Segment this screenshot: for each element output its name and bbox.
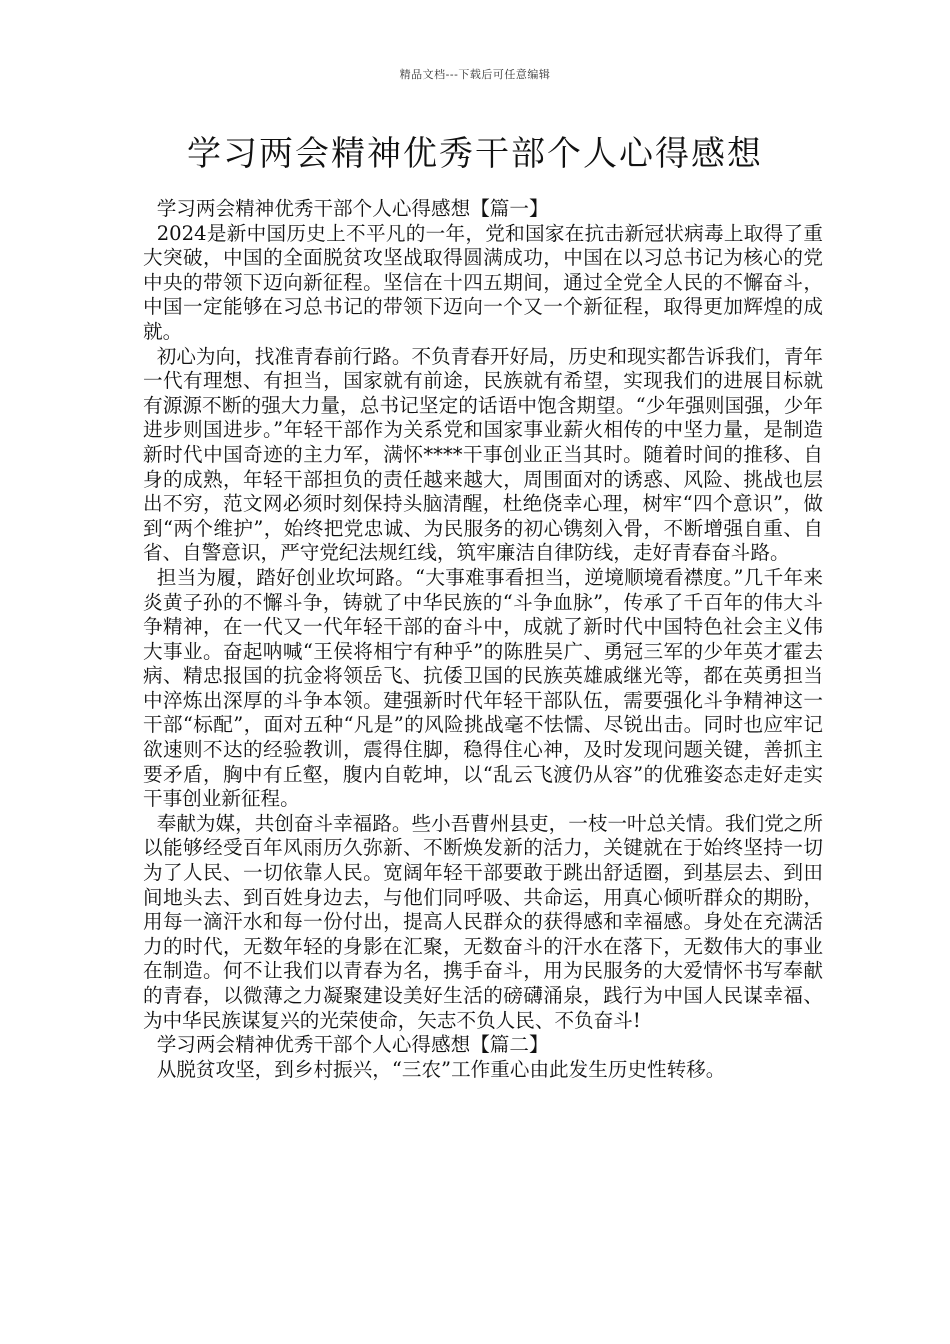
paragraph: 担当为履，踏好创业坎坷路。“大事难事看担当，逆境顺境看襟度。”几千年来炎黄子孙的不懈斗争，铸就了中华民族的“斗争血脉”，传承了千百年的伟大斗争精神，在一代又一代年轻干部的奋斗中，成就了新时代中国特色社会主义伟大事业。奋起呐喊“王侯将相宁有种乎”的陈胜吴广、勇冠三军的少年英才霍去病、精忠报国的抗金将领岳飞、抗倭卫国的民族英雄戚继光等，都在英勇担当中淬炼出深厚的斗争本领。建强新时代年轻干部队伍，需要强化斗争精神这一干部“标配”，面对五种“凡是”的风险挑战毫不怯懦、尽锐出击。同时也应牢记欲速则不达的经验教训，震得住脚，稳得住心神，及时发现问题关键，善抓主要矛盾，胸中有丘壑，腹内自乾坤，以“乱云飞渡仍从容”的优雅姿态走好走实干事创业新征程。 bbox=[143, 565, 823, 811]
document-body bbox=[143, 197, 823, 1082]
document-title: 学习两会精神优秀干部个人心得感想 bbox=[187, 134, 763, 174]
paragraph: 奉献为媒，共创奋斗幸福路。些小吾曹州县吏，一枝一叶总关情。我们党之所以能够经受百年风雨历久弥新、不断焕发新的活力，关键就在于始终坚持一切为了人民、一切依靠人民。宽阔年轻干部要敢于跳出舒适圈，到基层去、到田间地头去、到百姓身边去，与他们同呼吸、共命运，用真心倾听群众的期盼，用每一滴汗水和每一份付出，提高人民群众的获得感和幸福感。身处在充满活力的时代，无数年轻的身影在汇聚，无数奋斗的汗水在落下，无数伟大的事业在制造。何不让我们以青春为名，携手奋斗，用为民服务的大爱情怀书写奉献的青春，以微薄之力凝聚建设美好生活的磅礴涌泉，践行为中国人民谋幸福、为中华民族谋复兴的光荣使命，矢志不负人民、不负奋斗! bbox=[143, 811, 823, 1032]
section-heading: 学习两会精神优秀干部个人心得感想【篇二】 bbox=[156, 1033, 549, 1057]
section-heading: 学习两会精神优秀干部个人心得感想【篇一】 bbox=[156, 197, 549, 220]
paragraph: 从脱贫攻坚，到乡村振兴，“三农”工作重心由此发生历史性转移。 bbox=[156, 1057, 726, 1081]
paragraph: 2024是新中国历史上不平凡的一年，党和国家在抗击新冠状病毒上取得了重大突破，中国的全面脱贫攻坚战取得圆满成功，中国在以习总书记为核心的党中央的带领下迈向新征程。坚信在十四五期间，通过全党全人民的不懈奋斗，中国一定能够在习总书记的带领下迈向一个又一个新征程，取得更加辉煌的成就。 bbox=[143, 221, 823, 343]
header-note: 精品文档---下载后可任意编辑 bbox=[399, 68, 551, 81]
paragraph: 初心为向，找准青春前行路。不负青春开好局，历史和现实都告诉我们，青年一代有理想、有担当，国家就有前途，民族就有希望，实现我们的进展目标就有源源不断的强大力量，总书记坚定的话语中饱含期望。“少年强则国强，少年进步则国进步。”年轻干部作为关系党和国家事业薪火相传的中坚力量，是制造新时代中国奇迹的主力军，满怀****干事创业正当其时。随着时间的推移、自身的成熟，年轻干部担负的责任越来越大，周围面对的诱惑、风险、挑战也层出不穷，范文网必须时刻保持头脑清醒，杜绝侥幸心理，树牢“四个意识”，做到“两个维护”，始终把党忠诚、为民服务的初心镌刻入骨，不断增强自重、自省、自警意识，严守党纪法规红线，筑牢廉洁自律防线，走好青春奋斗路。 bbox=[143, 344, 823, 565]
